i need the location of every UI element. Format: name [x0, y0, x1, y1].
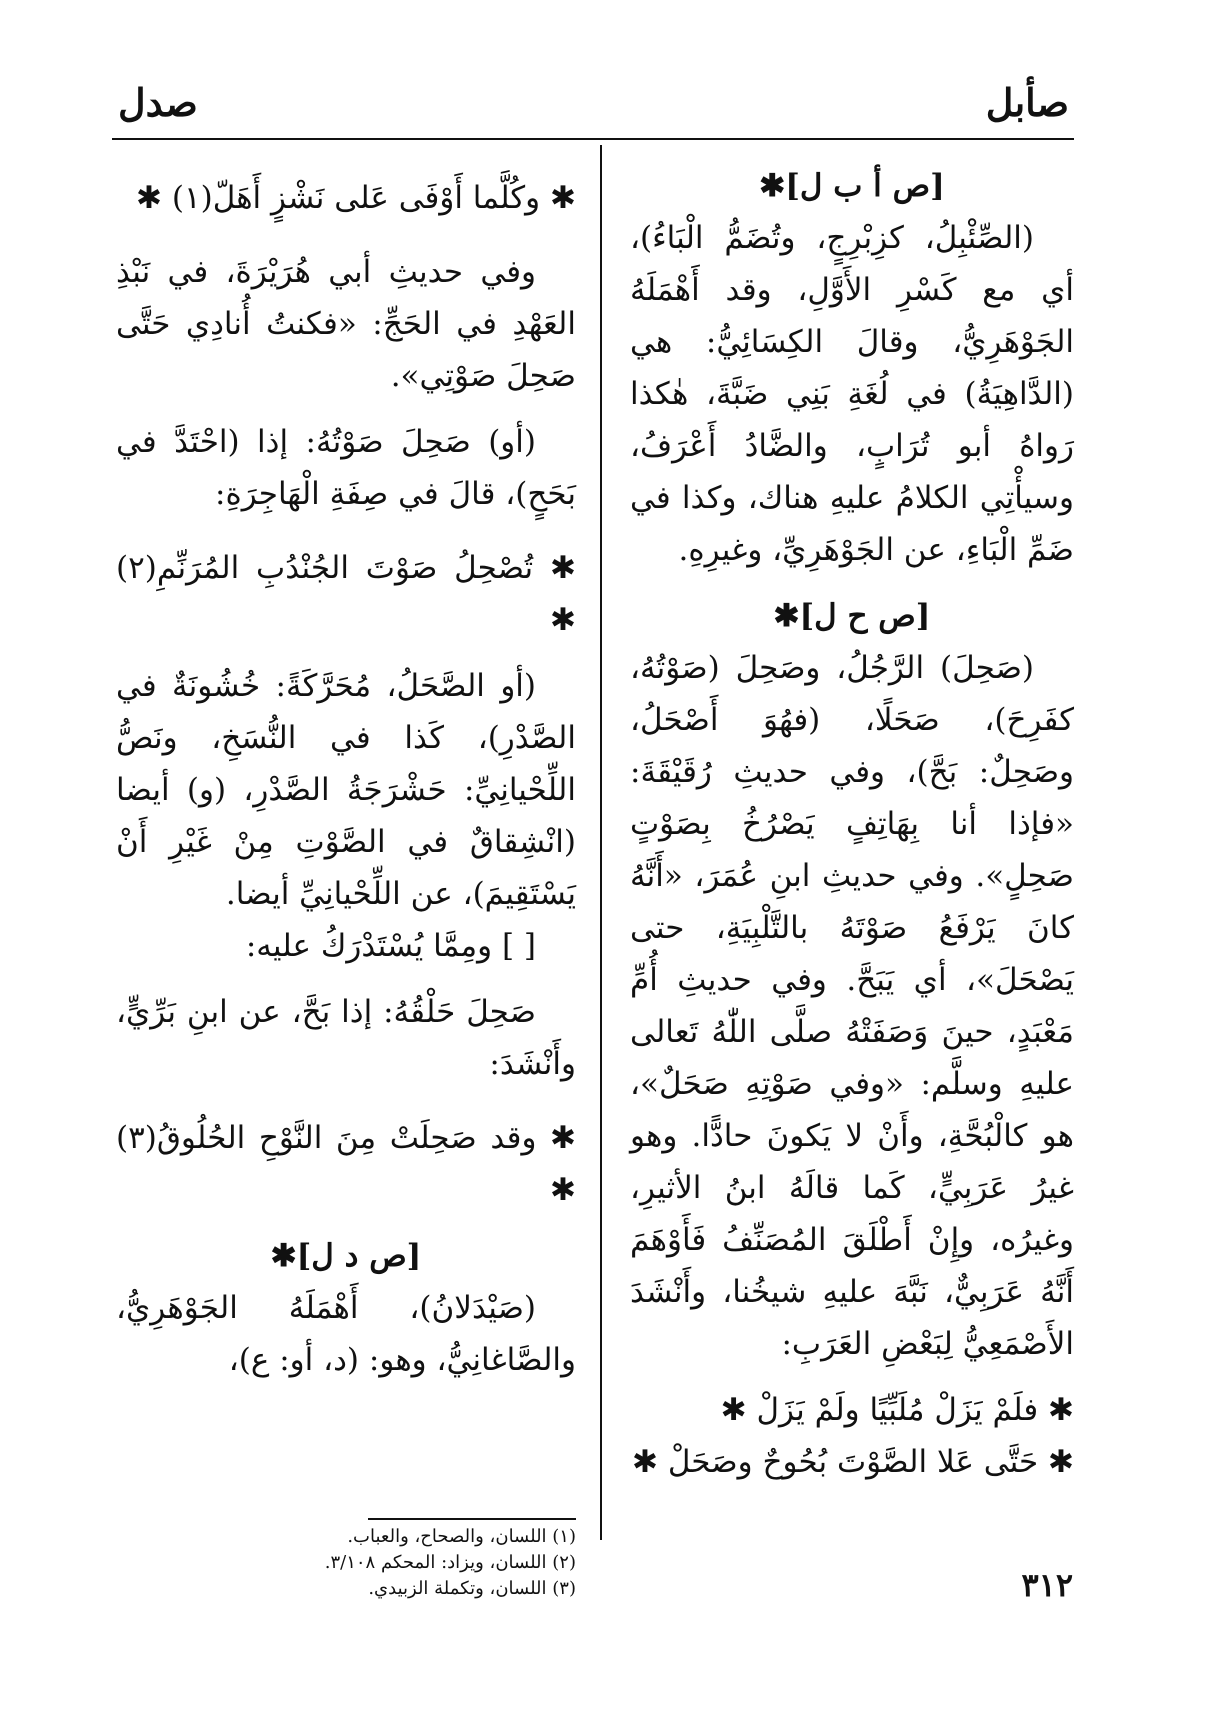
footnote-3: (٣) اللسان، وتكملة الزبيدي. [368, 1578, 576, 1599]
entry-heading-s-h-l: [ص ح ل]✱ [773, 598, 931, 634]
column-divider [600, 145, 602, 1540]
footnote-2: (٢) اللسان، ويزاد: المحكم ٣/١٠٨. [324, 1552, 576, 1573]
header-root-word-right: صأبل [985, 80, 1069, 125]
verse-line: ✱ حَتَّى عَلا الصَّوْتَ بُحُوحٌ وصَحَلْ ✱ [631, 1444, 1074, 1480]
entry-paragraph: (أو الصَّحَلُ، مُحَرَّكَةً: خُشُونَةٌ في الصَّدْرِ)، كَذا في النُّسَخِ، ونَصُّ اللِّحْيانِيِّ: حَشْرَجَةُ الصَّدْرِ، (و) أيضا (انْشِقاقٌ في الصَّوْتِ مِنْ غَيْرِ أَنْ يَسْتَقِيمَ)، عن اللِّحْيانِيِّ أيضا. [116, 668, 576, 912]
entry-heading-s-d-l: [ص د ل]✱ [270, 1238, 422, 1274]
verse-line: ✱ وكُلَّما أَوْفَى عَلى نَشْزٍ أَهَلّ(١) ✱ [136, 180, 576, 216]
entry-paragraph: (صَحِلَ) الرَّجُلُ، وصَحِلَ (صَوْتُهُ، كفَرِحَ)، صَحَلًا، (فهُوَ أَصْحَلُ، وصَحِلٌ: بَحَّ)، وفي حديثِ رُقَيْقَةَ: «فإذا أنا بِهَاتِفٍ يَصْرُخُ بِصَوْتٍ صَحِلٍ». وفي حديثِ ابنِ عُمَرَ، «أَنَّهُ كانَ يَرْفَعُ صَوْتَهُ بالتَّلْبِيَةِ، حتى يَصْحَلَ»، أي يَبَحَّ. وفي حديثِ أُمِّ مَعْبَدٍ، حينَ وَصَفَتْهُ صلَّى اللّٰهُ تَعالى عليهِ وسلَّم: «وفي صَوْتِهِ صَحَلٌ»، هو كالْبُحَّةِ، وأَنْ لا يَكونَ حادًّا. وهو غيرُ عَرَبِيٍّ، كَما قالَهُ ابنُ الأثيرِ، وغيرُه، وإِنْ أَطْلَقَ المُصَنِّفُ فَأَوْهَمَ أَنَّهُ عَرَبِيٌّ، نَبَّهَ عليهِ شيخُنا، وأَنْشَدَ الأَصْمَعِيُّ لِبَعْضِ العَرَبِ: [630, 650, 1074, 1362]
header-rule [112, 138, 1074, 140]
entry-paragraph: (أو) صَحِلَ صَوْتُهُ: إذا (احْتَدَّ في بَحَحٍ)، قالَ في صِفَةِ الْهَاجِرَةِ: [116, 424, 576, 512]
entry-paragraph: صَحِلَ حَلْقُهُ: إذا بَحَّ، عن ابنِ بَرِّيٍّ، وأَنْشَدَ: [116, 994, 576, 1082]
right-column [630, 160, 1074, 1488]
footnotes [116, 1524, 576, 1602]
footnote-rule [368, 1518, 576, 1520]
header-root-word-left: صدل [118, 80, 198, 125]
entry-heading-s-a-b-l: [ص أ ب ل]✱ [759, 168, 945, 204]
entry-paragraph: (صَيْدَلانُ)، أَهْمَلَهُ الجَوْهَرِيُّ، والصَّاغانِيُّ، وهو: (د، أو: ع)، [116, 1290, 576, 1378]
footnote-1: (١) اللسان، والصحاح، والعباب. [347, 1526, 576, 1547]
verse-line: ✱ فلَمْ يَزَلْ مُلَبِّيًا ولَمْ يَزَلْ ✱ [720, 1392, 1074, 1428]
entry-paragraph: وفي حديثِ أبي هُرَيْرَةَ، في نَبْذِ العَهْدِ في الحَجِّ: «فكنتُ أُنادِي حَتَّى صَحِلَ صَوْتِي». [116, 254, 576, 394]
page-number: ٣١٢ [1021, 1566, 1073, 1604]
verse-line: ✱ تُصْحِلُ صَوْتَ الجُنْدُبِ المُرَنِّمِ(٢) ✱ [116, 550, 576, 638]
verse-line: ✱ وقد صَحِلَتْ مِنَ النَّوْحِ الحُلُوقُ(٣) ✱ [116, 1120, 576, 1208]
left-column [116, 172, 576, 1386]
entry-paragraph: (الصِّئْبِلُ، كزِبْرِجٍ، وتُضَمُّ الْبَاءُ)، أي مع كَسْرِ الأَوَّلِ، وقد أَهْمَلَهُ الجَوْهَرِيُّ، وقالَ الكِسَائِيُّ: هي (الدَّاهِيَةُ) في لُغَةِ بَنِي ضَبَّةَ، هٰكذا رَواهُ أبو تُرَابٍ، والضَّادُ أَعْرَفُ، وسيأْتِي الكلامُ عليهِ هناك، وكذا في ضَمِّ الْبَاءِ، عن الجَوْهَرِيِّ، وغيرِهِ. [630, 220, 1074, 568]
addendum-note: [ ] ومِمَّا يُسْتَدْرَكُ عليه: [245, 928, 536, 964]
